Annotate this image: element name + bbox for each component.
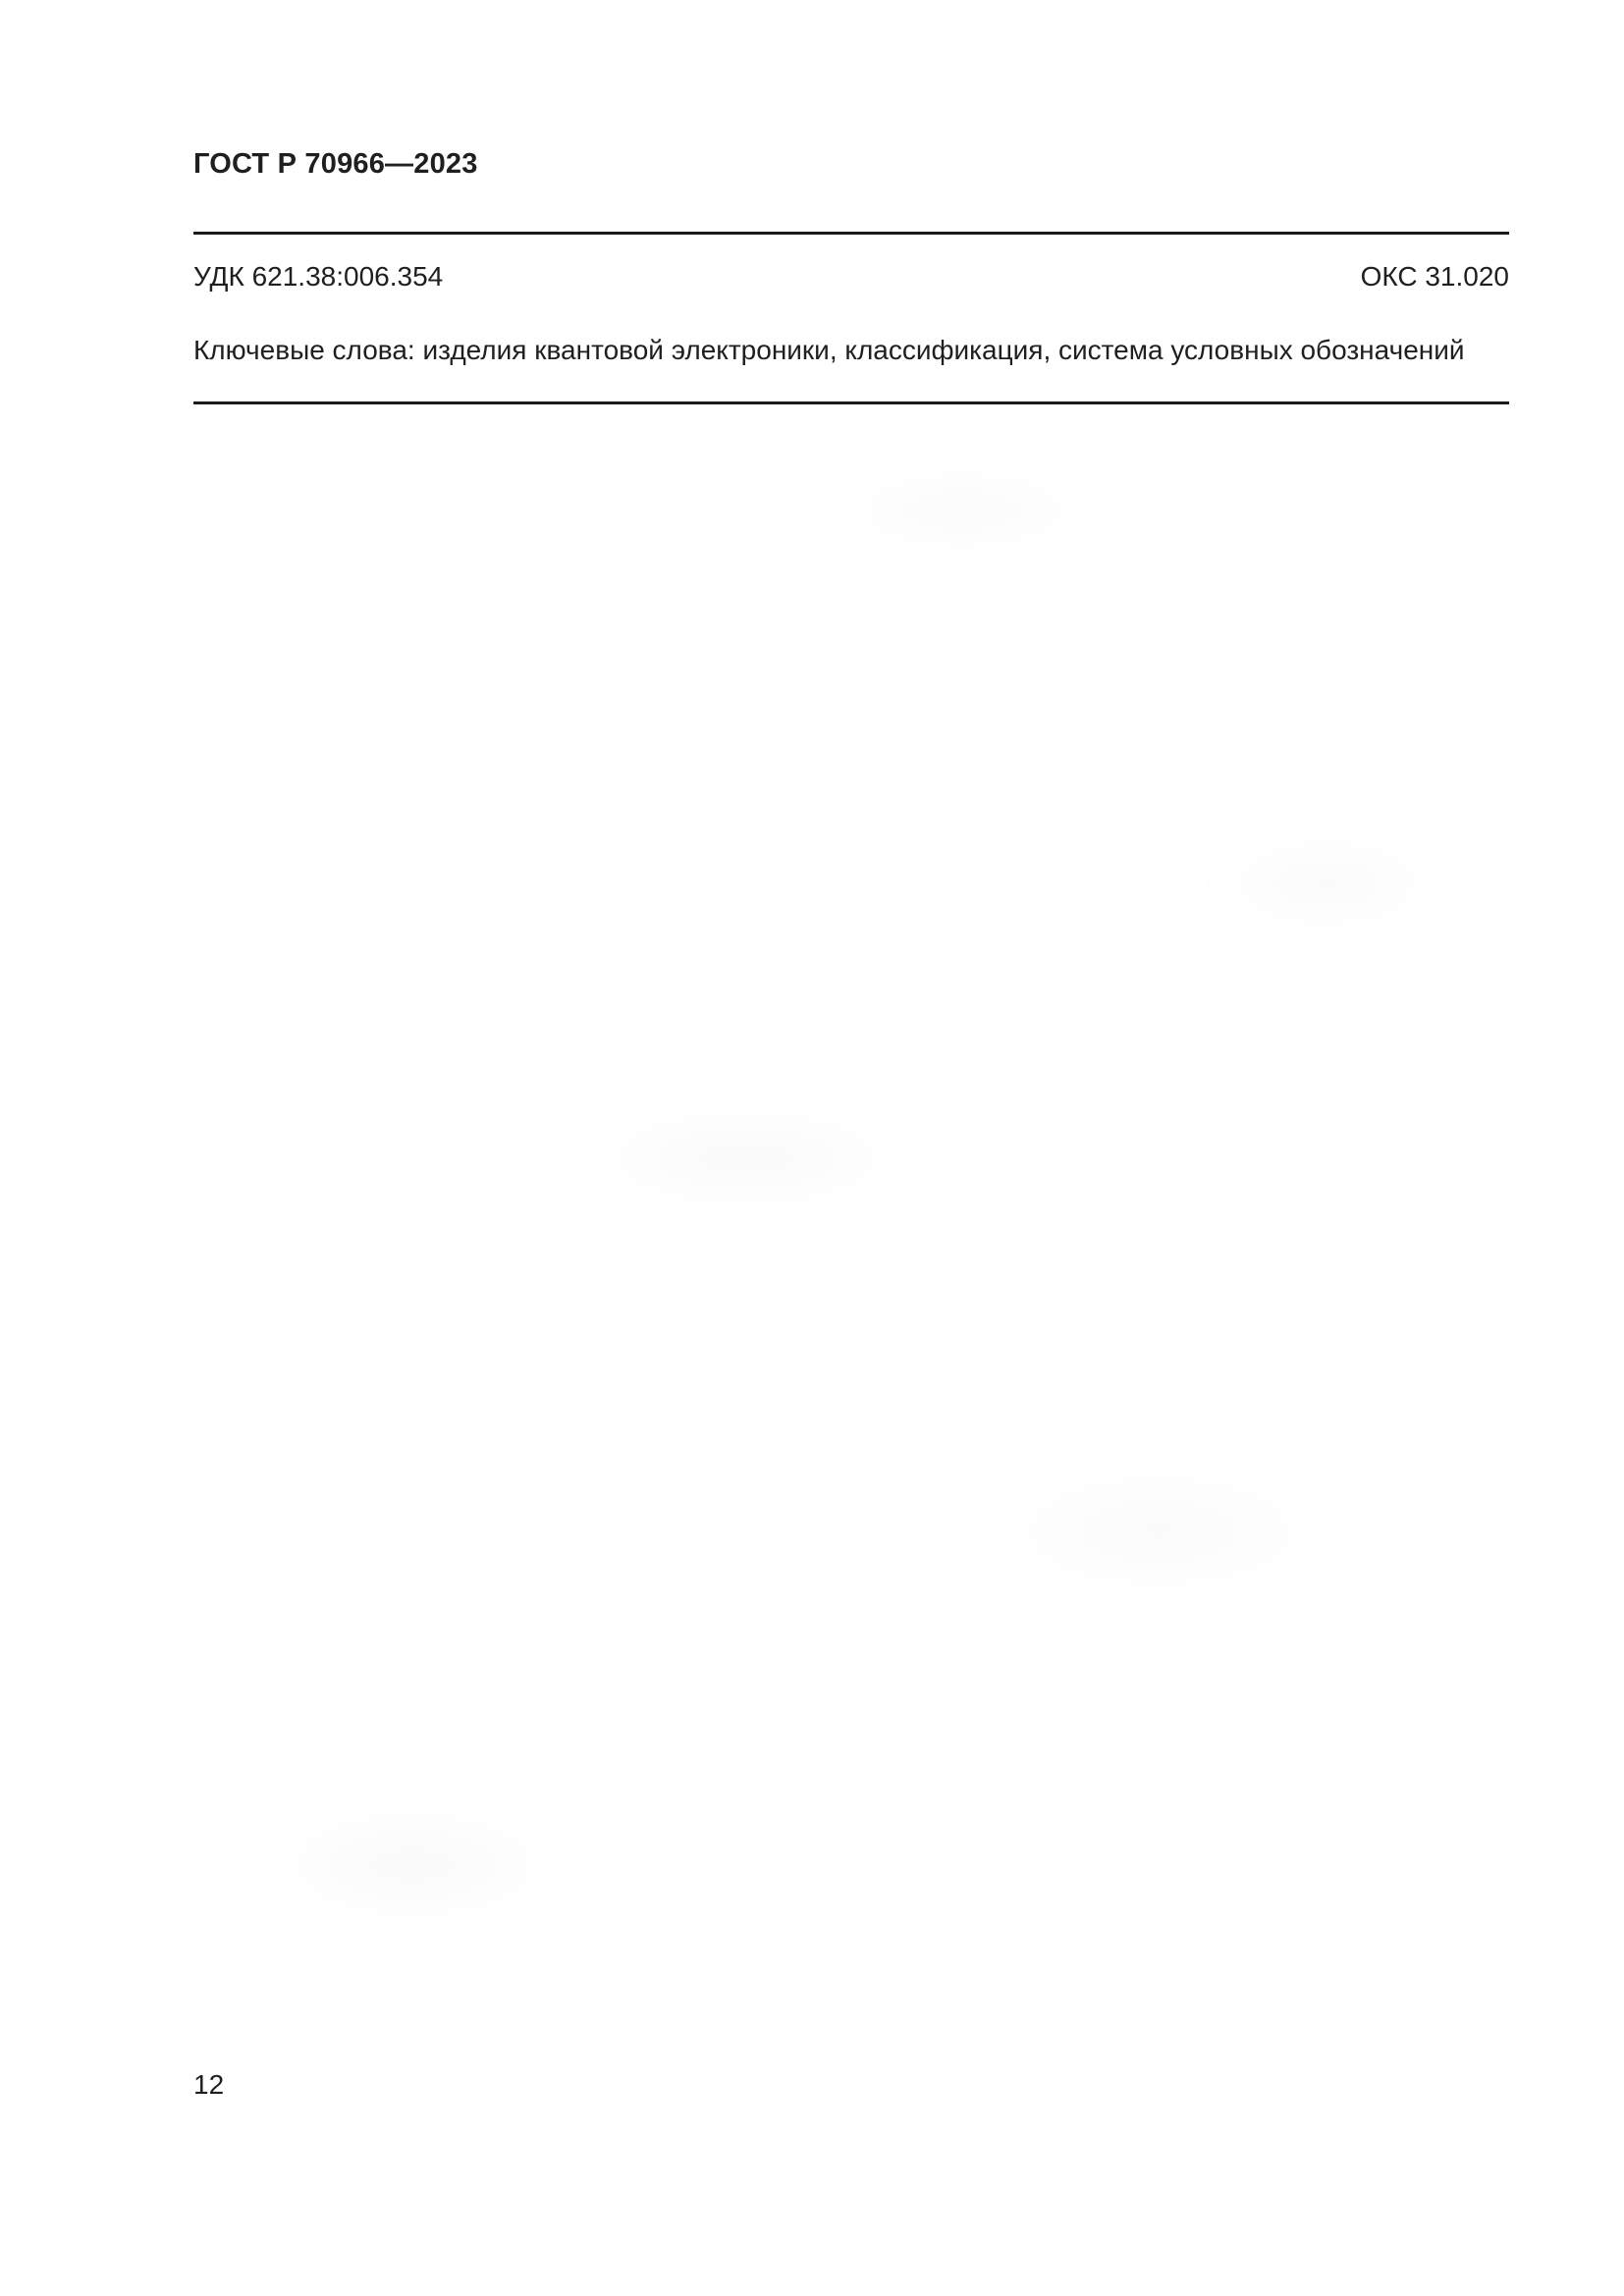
udk-code: УДК 621.38:006.354 — [193, 261, 444, 292]
page-number: 12 — [193, 2069, 225, 2100]
document-header-title: ГОСТ Р 70966—2023 — [193, 148, 478, 180]
header-divider-rule — [193, 232, 1509, 235]
classification-codes-row — [193, 261, 1509, 293]
keywords-line: Ключевые слова: изделия квантовой электроники, классификация, система условных обозначений — [193, 335, 1465, 365]
oks-code: ОКС 31.020 — [1360, 261, 1509, 292]
footer-divider-rule — [193, 401, 1509, 404]
